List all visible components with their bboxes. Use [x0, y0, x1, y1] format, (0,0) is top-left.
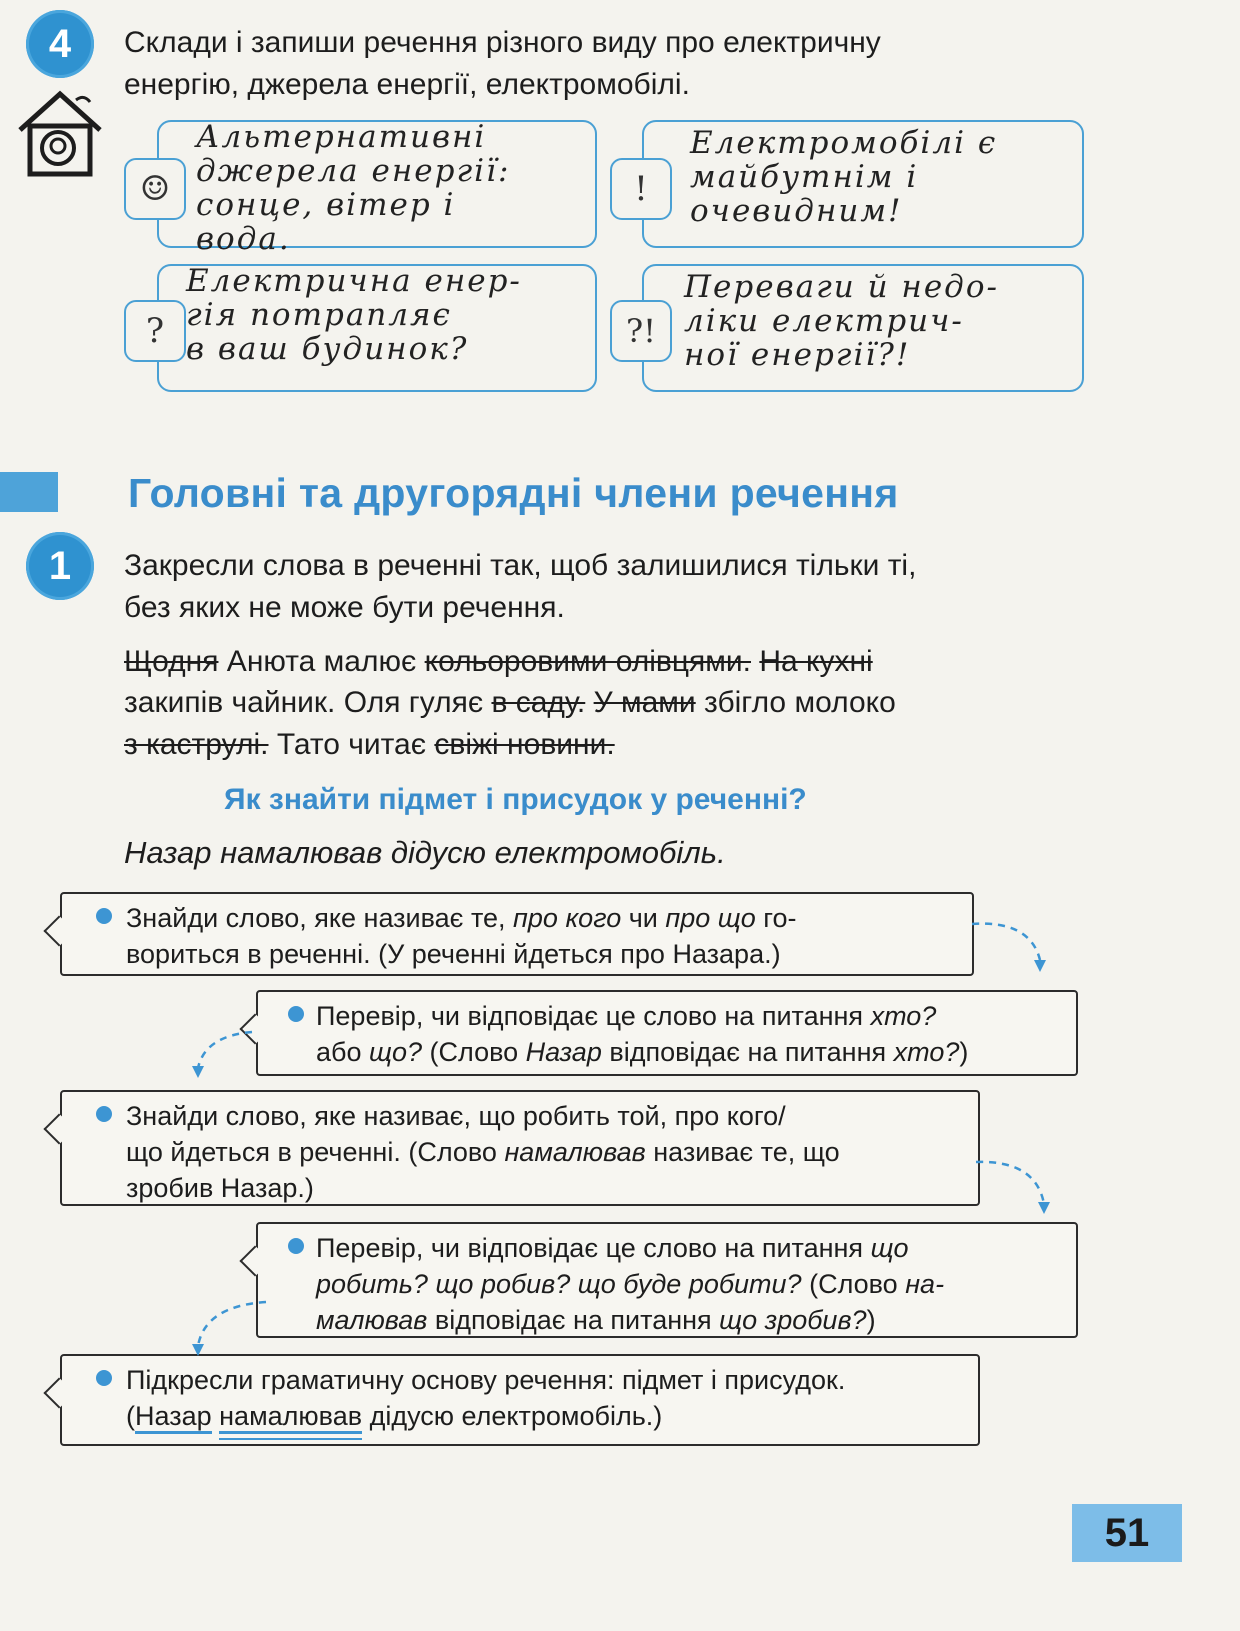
text: го-	[755, 903, 797, 933]
italic-text: про що	[665, 903, 756, 933]
exclamation-icon: !	[610, 158, 672, 220]
struck-word: з каструлі.	[124, 728, 269, 761]
text: що йдеться в реченні. (Слово	[126, 1137, 505, 1167]
text: відповідає на питання	[427, 1305, 720, 1335]
step3-line3: зробив Назар.)	[126, 1173, 314, 1203]
text: )	[866, 1305, 876, 1335]
italic-text: хто?	[870, 1001, 937, 1031]
answer-text-question: Електрична енер- гія потрапляє в ваш будинок?	[186, 263, 522, 367]
page-number: 51	[1072, 1504, 1182, 1562]
italic-text: Назар	[525, 1037, 602, 1067]
task-number-4: 4	[26, 10, 94, 78]
text: (Слово	[801, 1269, 906, 1299]
italic-text: що	[870, 1233, 909, 1263]
kept-word: малює	[323, 645, 417, 678]
struck-word: свіжі новини.	[434, 728, 615, 761]
text: або	[316, 1037, 369, 1067]
text: відповідає на питання	[601, 1037, 894, 1067]
section-title: Головні та другорядні члени речення	[128, 470, 899, 516]
text: (	[126, 1401, 135, 1431]
italic-text: робить? що робив? що буде робити?	[316, 1269, 802, 1299]
kept-word: Анюта	[218, 645, 324, 678]
struck-word: На кухні	[759, 645, 873, 678]
arrow-line	[198, 1032, 252, 1068]
step1-line2: вориться в реченні. (У реченні йдеться про Назара.)	[126, 939, 781, 969]
question-exclamation-icon: ?!	[610, 300, 672, 362]
subject-underlined: Назар	[135, 1401, 212, 1434]
italic-text: що?	[369, 1037, 423, 1067]
text: дідусю електромобіль.)	[362, 1401, 663, 1431]
task1-text-line2: без яких не може бути речення.	[124, 591, 565, 624]
step3-line1: Знайди слово, яке називає, що робить той, про кого/	[126, 1101, 786, 1131]
text: Знайди слово, яке називає те,	[126, 903, 514, 933]
italic-text: хто?	[893, 1037, 960, 1067]
italic-text: про кого	[513, 903, 622, 933]
italic-text: намалював	[504, 1137, 646, 1167]
predicate-underlined: намалював	[219, 1401, 362, 1434]
arrow-line	[198, 1302, 266, 1346]
kept-word: Тато читає	[268, 728, 435, 761]
arrow-head	[1038, 1202, 1050, 1214]
question-icon: ?	[124, 300, 186, 362]
smile-icon: ☺	[124, 158, 186, 220]
step5-line1: Підкресли граматичну основу речення: підмет і присудок.	[126, 1365, 846, 1395]
arrow-head	[192, 1344, 204, 1356]
kept-word: збігло молоко	[695, 686, 896, 719]
kept-word: закипів чайник. Оля гуляє	[124, 686, 492, 719]
struck-word: в саду.	[491, 686, 586, 719]
text: Перевір, чи відповідає це слово на питання	[316, 1001, 871, 1031]
italic-text: що зробив?	[719, 1305, 867, 1335]
task-number-1: 1	[26, 532, 94, 600]
text: Перевір, чи відповідає це слово на питання	[316, 1233, 871, 1263]
answer-text-question-exclamation: Переваги й недо- ліки електрич- ної енергії?!	[684, 269, 999, 373]
howto-title: Як знайти підмет і присудок у реченні?	[224, 783, 807, 816]
arrow-head	[1034, 960, 1046, 972]
task4-text-line1: Склади і запиши речення різного виду про електричну	[124, 26, 881, 59]
text: )	[959, 1037, 969, 1067]
italic-text: малював	[316, 1305, 428, 1335]
task1-text-line1: Закресли слова в реченні так, щоб залишилися тільки ті,	[124, 549, 917, 582]
task4-text-line2: енергію, джерела енергії, електромобілі.	[124, 68, 690, 101]
answer-text-statement: Альтернативні джерела енергії: сонце, вітер і вода.	[196, 119, 511, 257]
text: чи	[621, 903, 666, 933]
answer-text-exclamation: Електромобілі є майбутнім і очевидним!	[690, 125, 998, 229]
text: (Слово	[422, 1037, 526, 1067]
italic-text: на-	[905, 1269, 945, 1299]
example-sentence: Назар намалював дідусю електромобіль.	[124, 835, 726, 870]
text: називає те, що	[645, 1137, 840, 1167]
struck-word: Щодня	[124, 645, 219, 678]
struck-word: кольоровими олівцями.	[424, 645, 751, 678]
arrow-line	[972, 924, 1040, 960]
arrow-head	[192, 1066, 204, 1078]
struck-word: У мами	[593, 686, 696, 719]
arrow-line	[976, 1162, 1044, 1204]
